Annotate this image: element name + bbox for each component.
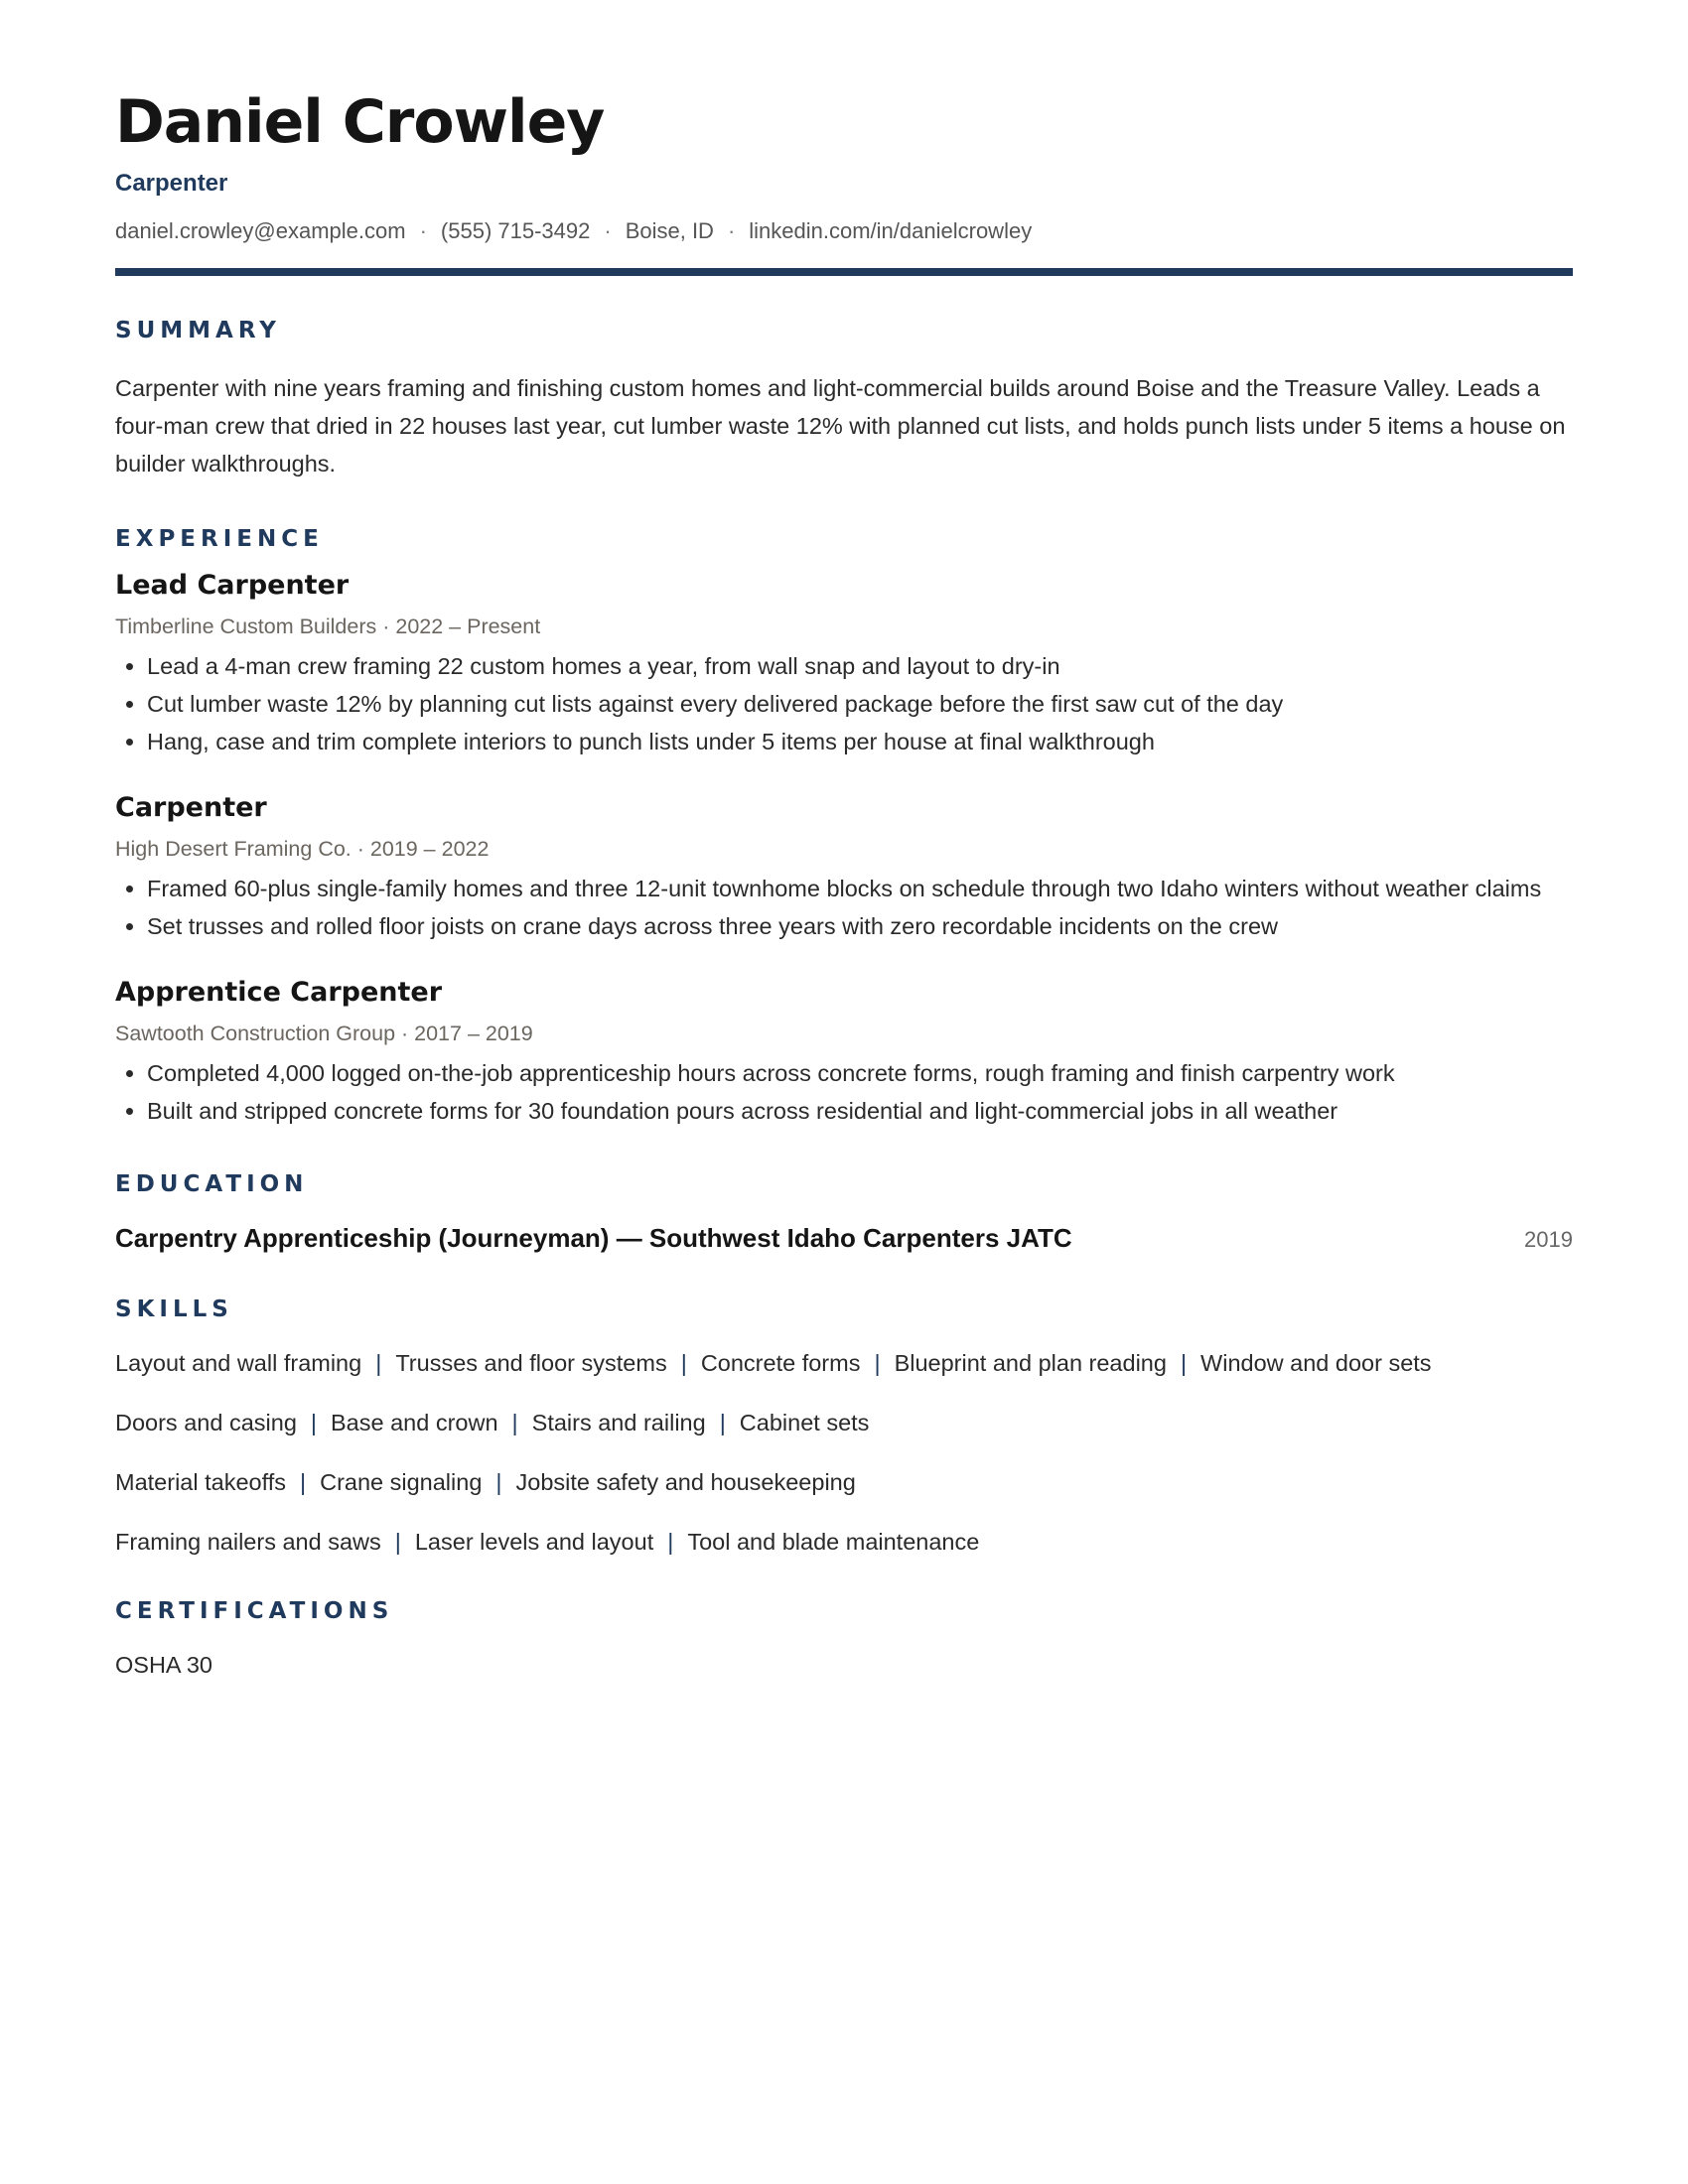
job-title: Apprentice Carpenter [115, 977, 443, 1008]
contact-phone: (555) 715-3492 [440, 218, 591, 243]
skill-item: Cabinet sets [739, 1410, 870, 1435]
job-bullet: • Cut lumber waste 12% by planning cut lists against every delivered package before the first saw cut of the day [147, 685, 1573, 723]
skill-separator: | [375, 1350, 382, 1376]
contact-email: daniel.crowley@example.com [115, 218, 406, 243]
certifications-heading: CERTIFICATIONS [115, 1598, 394, 1624]
skill-separator: | [874, 1350, 881, 1376]
summary-text: Carpenter with nine years framing and finishing custom homes and light-commercial builds around Boise and the Treasure Valley. Leads a four-man crew that dried in 22 houses last year, cut lumber waste 12% with planned cut lists, and holds punch lists under 5 items a house on builder walkthroughs. [115, 375, 1566, 477]
skills-row [115, 1408, 1573, 1437]
job-entry [115, 568, 1573, 760]
skill-separator: | [310, 1410, 317, 1435]
contact-separator: · [727, 218, 736, 243]
job-title: Lead Carpenter [115, 570, 350, 601]
skill-item: Base and crown [331, 1410, 498, 1435]
education-heading: EDUCATION [115, 1171, 309, 1197]
experience-heading: EXPERIENCE [115, 526, 324, 552]
job-bullets [115, 1054, 1573, 1130]
job-bullets [115, 870, 1573, 945]
skill-item: Laser levels and layout [414, 1529, 654, 1555]
skills-row [115, 1467, 1573, 1497]
skills-list [115, 1348, 1573, 1557]
job-meta: Sawtooth Construction Group · 2017 – 2019 [115, 1022, 533, 1045]
job-title: Carpenter [115, 792, 267, 823]
job-bullet: • Set trusses and rolled floor joists on crane days across three years with zero recordable incidents on the crew [147, 907, 1573, 945]
skill-separator: | [299, 1469, 307, 1495]
skill-item: Crane signaling [320, 1469, 483, 1495]
education-degree: Carpentry Apprenticeship (Journeyman) — Southwest Idaho Carpenters JATC [115, 1223, 1072, 1253]
contact-linkedin: linkedin.com/in/danielcrowley [749, 218, 1033, 243]
skill-item: Window and door sets [1200, 1350, 1432, 1376]
skill-item: Framing nailers and saws [115, 1529, 381, 1555]
skill-item: Stairs and railing [531, 1410, 706, 1435]
skill-separator: | [667, 1529, 674, 1555]
skill-separator: | [680, 1350, 687, 1376]
job-bullets [115, 647, 1573, 760]
skills-heading: SKILLS [115, 1297, 233, 1322]
skill-separator: | [1180, 1350, 1188, 1376]
contact-location: Boise, ID [625, 218, 714, 243]
skill-item: Doors and casing [115, 1410, 297, 1435]
contact-line [115, 216, 1573, 246]
skill-separator: | [495, 1469, 502, 1495]
skill-item: Blueprint and plan reading [894, 1350, 1167, 1376]
job-bullet: • Framed 60-plus single-family homes and three 12-unit townhome blocks on schedule through two Idaho winters without weather claims [147, 870, 1573, 907]
skills-row [115, 1527, 1573, 1557]
skills-row [115, 1348, 1573, 1378]
contact-separator: · [604, 218, 612, 243]
job-bullet: • Hang, case and trim complete interiors to punch lists under 5 items per house at final walkthrough [147, 723, 1573, 760]
skill-item: Trusses and floor systems [395, 1350, 667, 1376]
candidate-name: Daniel Crowley [115, 87, 605, 157]
job-meta: High Desert Framing Co. · 2019 – 2022 [115, 837, 490, 861]
skill-item: Layout and wall framing [115, 1350, 362, 1376]
candidate-role: Carpenter [115, 170, 228, 197]
summary-heading: SUMMARY [115, 318, 281, 343]
header-divider [115, 268, 1573, 276]
job-bullet: • Completed 4,000 logged on-the-job apprenticeship hours across concrete forms, rough framing and finish carpentry work [147, 1054, 1573, 1092]
education-year: 2019 [1524, 1227, 1573, 1252]
skill-item: Jobsite safety and housekeeping [515, 1469, 856, 1495]
job-meta: Timberline Custom Builders · 2022 – Present [115, 614, 541, 638]
skill-separator: | [394, 1529, 401, 1555]
contact-separator: · [419, 218, 427, 243]
skill-item: Tool and blade maintenance [687, 1529, 980, 1555]
skill-separator: | [511, 1410, 518, 1435]
job-entry [115, 790, 1573, 945]
education-entry [115, 1221, 1573, 1255]
job-bullet: • Built and stripped concrete forms for 30 foundation pours across residential and light-commercial jobs in all weather [147, 1092, 1573, 1130]
skill-separator: | [719, 1410, 726, 1435]
certification-item: OSHA 30 [115, 1652, 212, 1678]
skill-item: Material takeoffs [115, 1469, 286, 1495]
skill-item: Concrete forms [700, 1350, 861, 1376]
job-entry [115, 975, 1573, 1130]
job-bullet: • Lead a 4-man crew framing 22 custom homes a year, from wall snap and layout to dry-in [147, 647, 1573, 685]
